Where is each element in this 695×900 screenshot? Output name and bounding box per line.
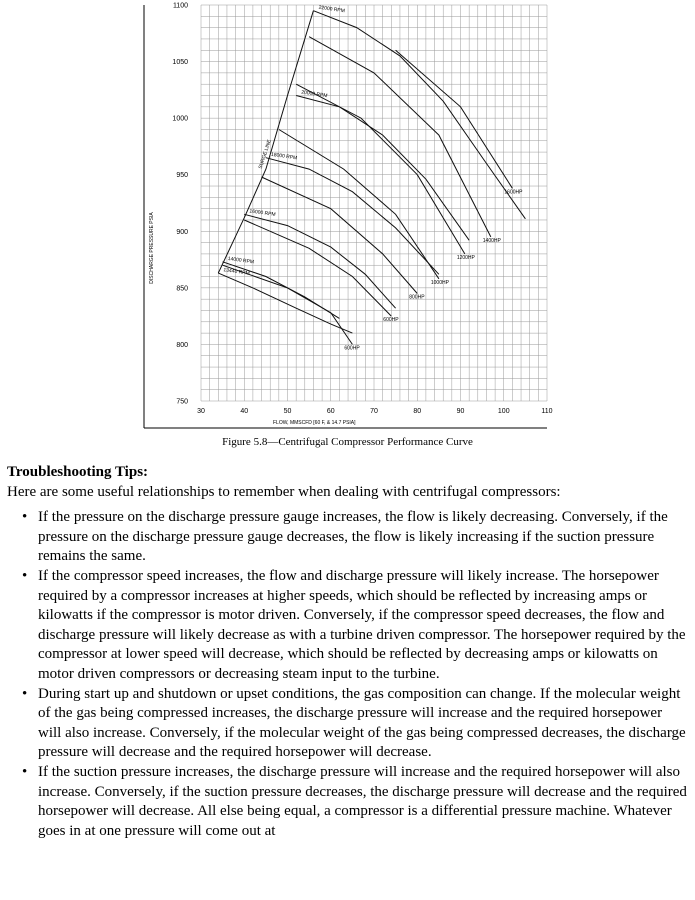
series-curve: [266, 158, 439, 275]
x-tick-label: 50: [283, 408, 292, 415]
speed-curve-label: 13440 RPM: [223, 267, 251, 277]
section-heading: Troubleshooting Tips:: [7, 464, 149, 480]
y-tick-label: 900: [176, 228, 188, 236]
tip-item: [7, 567, 689, 685]
horsepower-curve-label: 1400HP: [482, 237, 501, 244]
intro-paragraph: Here are some useful relationships to remember when dealing with centrifugal compressors:: [7, 483, 561, 500]
horsepower-curve-label: 1000HP: [430, 279, 449, 286]
horsepower-curve-label: 600HP: [383, 317, 399, 324]
horsepower-curve-label: 1200HP: [456, 254, 475, 261]
x-tick-label: 60: [326, 408, 335, 415]
tip-text: If the compressor speed increases, the flow and discharge pressure will likely increase. The horsepower required by a compressor increases at higher speeds, which should be reflected by increasing amps or kilowatts if the compressor is motor driven. Conversely, if the compressor speed decreases, the flow and discharge pressure will likely decrease as with a turbine driven compressor. The horsepower required by the compressor at lower speed will decrease, which should be reflected by decreasing amps or kilowatts on motor driven compressors or decreasing steam input to the turbine.: [38, 567, 686, 682]
y-tick-label: 1100: [172, 2, 188, 10]
bullet-icon: •: [22, 763, 28, 780]
y-tick-label: 850: [176, 285, 188, 293]
tip-text: During start up and shutdown or upset conditions, the gas composition can change. If the molecular weight of the gas being compressed increases, the discharge pressure will increase and the required horsepower will also increase. Conversely, if the molecular weight of the gas being compressed decreases, the discharge pressure will decrease and the required horsepower will decrease.: [38, 685, 686, 761]
performance-curve-chart: [140, 0, 560, 436]
x-tick-label: 80: [413, 408, 422, 415]
series-curve: [296, 84, 465, 254]
bullet-icon: •: [22, 567, 28, 584]
x-tick-label: 30: [197, 408, 205, 415]
y-tick-label: 800: [176, 341, 188, 349]
tip-text: If the suction pressure increases, the discharge pressure will increase and the required horsepower will also increase. Conversely, if the suction pressure decreases, the discharge pressure will decrease and the required horsepower will decrease. All else being equal, a compressor is a differential pressure machine. Whatever goes in at one pressure will come out at: [38, 763, 687, 839]
bullet-icon: •: [22, 685, 28, 702]
speed-curve-label: 16000 RPM: [248, 208, 276, 218]
x-tick-label: 110: [541, 408, 553, 415]
x-tick-label: 90: [456, 408, 465, 415]
tips-list: [7, 508, 689, 841]
horsepower-curve-label: 1600HP: [504, 189, 523, 196]
y-tick-label: 1050: [172, 59, 188, 67]
speed-curve-label: 18000 RPM: [270, 151, 298, 162]
horsepower-curve-label: 600HP: [344, 345, 360, 352]
y-tick-label: 1000: [172, 115, 188, 123]
tip-item: [7, 685, 689, 763]
series-curve: [218, 273, 352, 333]
y-tick-label: 750: [176, 398, 188, 406]
x-tick-label: 40: [240, 408, 249, 415]
troubleshooting-section: [7, 463, 689, 841]
tip-item: [7, 508, 689, 567]
speed-curve-label: 14000 RPM: [227, 255, 255, 266]
y-tick-label: 950: [176, 172, 188, 180]
speed-curve-label: 22000 RPM: [318, 4, 346, 15]
y-axis-label: DISCHARGE PRESSURE PSIA: [149, 212, 155, 284]
x-tick-label: 70: [370, 408, 378, 415]
tip-item: [7, 763, 689, 841]
x-tick-label: 100: [497, 408, 510, 415]
performance-curve-figure: [140, 0, 560, 436]
tip-text: If the pressure on the discharge pressure gauge increases, the flow is likely decreasing. Conversely, if the pressure on the discharge pressure gauge decreases, the flow is likely increasing if the suction pressure remains the same.: [38, 509, 668, 565]
x-axis-label: FLOW, MMSCFD [60 F, & 14.7 PSIA]: [273, 420, 356, 426]
series-curve: [244, 220, 391, 316]
horsepower-curve-label: 800HP: [409, 294, 425, 301]
figure-caption: Figure 5.8—Centrifugal Compressor Performance Curve: [222, 436, 473, 448]
speed-curve-label: 20000 RPM: [300, 89, 328, 100]
surge-line-label: SURGE LINE: [257, 139, 273, 170]
bullet-icon: •: [22, 509, 28, 526]
